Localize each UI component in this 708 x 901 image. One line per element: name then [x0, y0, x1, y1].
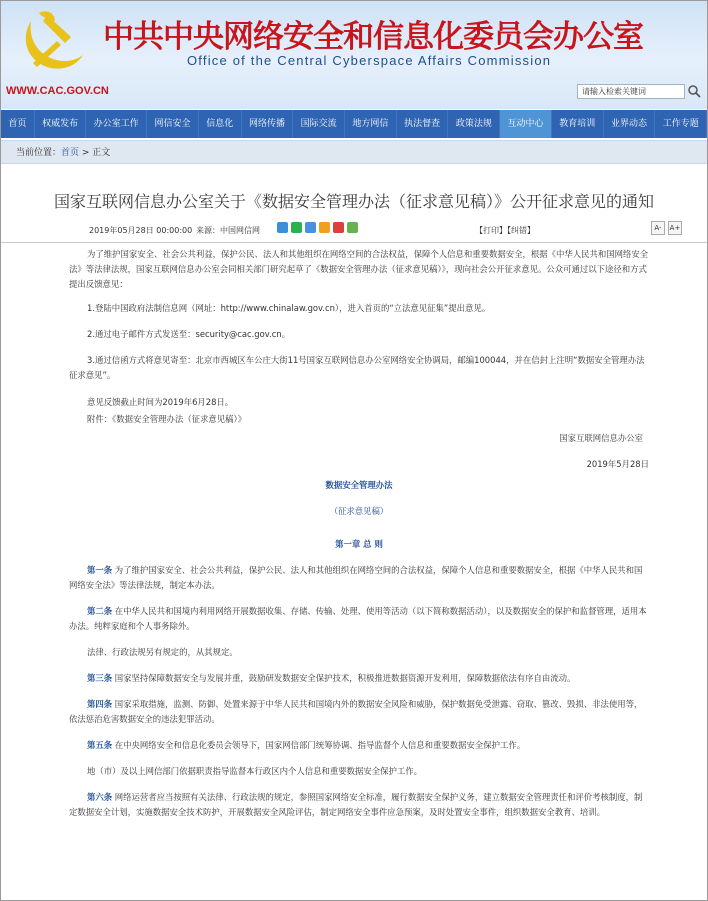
breadcrumb-prefix: 当前位置：	[16, 148, 62, 158]
site-header	[1, 1, 707, 109]
breadcrumb-current: 正文	[92, 148, 111, 158]
article-4	[69, 697, 649, 727]
search-input[interactable]: 请输入检索关键词	[577, 84, 685, 99]
share-weibo-icon[interactable]	[277, 222, 288, 233]
share-more-icon[interactable]	[347, 222, 358, 233]
doc-title: 数据安全管理办法	[325, 480, 393, 490]
site-title-cn: 中共中央网络安全和信息化委员会办公室	[103, 19, 643, 55]
share-renren-icon[interactable]	[319, 222, 330, 233]
share-tencent-icon[interactable]	[333, 222, 344, 233]
article-6	[69, 790, 649, 820]
doc-subtitle: （征求意见稿）	[329, 506, 389, 516]
feedback-way-2: 2.通过电子邮件方式发送至：security@cac.gov.cn。	[87, 329, 291, 339]
nav-item-policy[interactable]: 政策法规	[448, 110, 500, 138]
nav-item-communication[interactable]: 网络传播	[242, 110, 294, 138]
nav-item-informatization[interactable]: 信息化	[199, 110, 242, 138]
nav-item-international[interactable]: 国际交流	[293, 110, 345, 138]
font-decrease-button[interactable]: A-	[651, 221, 665, 235]
article-6-text: 网络运营者应当按照有关法律、行政法规的规定，参照国家网络安全标准，履行数据安全保护义务，建立数据安全管理责任和评价考核制度，制定数据安全计划，实施数据安全技术防护，开展数据安全风险评估，制定网络安全事件应急预案，及时处置安全事件，组织数据安全教育、培训。	[69, 792, 643, 817]
breadcrumb-separator: >	[79, 148, 93, 158]
article-2	[69, 604, 649, 634]
share-wechat-icon[interactable]	[291, 222, 302, 233]
article-3-text: 国家坚持保障数据安全与发展并重，鼓励研发数据安全保护技术，积极推进数据资源开发利用，保障数据依法有序自由流动。	[112, 673, 576, 683]
sign-date: 2019年5月28日	[586, 459, 649, 469]
breadcrumb	[1, 140, 707, 164]
article-5	[69, 738, 649, 753]
nav-item-topics[interactable]: 工作专题	[655, 110, 707, 138]
article-5-text: 在中央网络安全和信息化委员会领导下，国家网信部门统筹协调、指导监督个人信息和重要数据安全保护工作。	[112, 740, 526, 750]
chapter-heading: 第一章 总 则	[335, 539, 383, 549]
share-qzone-icon[interactable]	[305, 222, 316, 233]
article-source: 来源：中国网信网	[196, 226, 260, 235]
nav-item-training[interactable]: 教育培训	[552, 110, 604, 138]
article-body	[69, 247, 649, 820]
share-buttons	[277, 222, 358, 233]
nav-item-industry[interactable]: 业界动态	[604, 110, 656, 138]
article-2-text: 在中华人民共和国境内利用网络开展数据收集、存储、传输、处理、使用等活动（以下简称数据活动），以及数据安全的保护和监督管理，适用本办法。纯粹家庭和个人事务除外。	[69, 606, 647, 631]
party-emblem-icon[interactable]	[17, 7, 87, 75]
deadline-text: 意见反馈截止时间为2019年6月28日。	[87, 397, 234, 407]
article-2-label: 第二条	[87, 606, 113, 616]
article-title: 国家互联网信息办公室关于《数据安全管理办法（征求意见稿）》公开征求意见的通知	[53, 192, 654, 211]
feedback-way-1: 1.登陆中国政府法制信息网（网址：http://www.chinalaw.gov.cn），进入首页的“立法意见征集”提出意见。	[87, 303, 491, 313]
article-5-label: 第五条	[87, 740, 113, 750]
font-size-controls	[651, 221, 682, 235]
nav-item-enforcement[interactable]: 执法督查	[397, 110, 449, 138]
print-correct-links[interactable]: 【打印】【纠错】	[475, 226, 535, 235]
nav-item-releases[interactable]: 权威发布	[35, 110, 87, 138]
article-1-label: 第一条	[87, 565, 113, 575]
intro-paragraph: 为了维护国家安全、社会公共利益，保护公民、法人和其他组织在网络空间的合法权益，保障个人信息和重要数据安全，根据《中华人民共和国网络安全法》等法律法规，国家互联网信息办公室会同相关部门研究起草了《数据安全管理办法（征求意见稿）》，现向社会公开征求意见。公众可通过以下途径和方式提出反馈意见：	[69, 249, 649, 289]
article-1-text: 为了维护国家安全、社会公共利益，保护公民、法人和其他组织在网络空间的合法权益，保障个人信息和重要数据安全，根据《中华人民共和国网络安全法》等法律法规，制定本办法。	[69, 565, 643, 590]
article-2-extra: 法律、行政法规另有规定的，从其规定。	[87, 647, 238, 657]
main-nav	[1, 110, 707, 138]
article-meta	[1, 216, 707, 243]
article-4-label: 第四条	[87, 699, 113, 709]
article-5-extra: 地（市）及以上网信部门依据职责指导监督本行政区内个人信息和重要数据安全保护工作。	[87, 766, 422, 776]
article-4-text: 国家采取措施，监测、防御、处置来源于中华人民共和国境内外的数据安全风险和威胁，保护数据免受泄露、窃取、篡改、毁损、非法使用等，依法惩治危害数据安全的违法犯罪活动。	[69, 699, 643, 724]
feedback-way-3: 3.通过信函方式将意见寄至：北京市西城区车公庄大街11号国家互联网信息办公室网络安全协调局，邮编100044，并在信封上注明“数据安全管理办法征求意见”。	[69, 355, 645, 380]
site-title-en: Office of the Central Cyberspace Affairs Commission	[187, 53, 552, 68]
article-3	[69, 671, 649, 686]
publish-date: 2019年05月28日 00:00:00	[89, 226, 193, 235]
article-3-label: 第三条	[87, 673, 113, 683]
nav-item-interaction[interactable]: 互动中心	[500, 110, 552, 138]
signer: 国家互联网信息办公室	[559, 433, 643, 443]
attachment-link[interactable]: 附件：《数据安全管理办法（征求意见稿）》	[87, 414, 247, 424]
nav-item-local[interactable]: 地方网信	[345, 110, 397, 138]
nav-item-home[interactable]: 首页	[1, 110, 35, 138]
site-url[interactable]: WWW.CAC.GOV.CN	[6, 85, 109, 97]
breadcrumb-home[interactable]: 首页	[61, 148, 80, 158]
nav-item-office-work[interactable]: 办公室工作	[86, 110, 147, 138]
nav-item-security[interactable]: 网信安全	[147, 110, 199, 138]
article-1	[69, 563, 649, 593]
font-increase-button[interactable]: A+	[668, 221, 682, 235]
search-icon[interactable]	[687, 84, 702, 99]
article-6-label: 第六条	[87, 792, 113, 802]
